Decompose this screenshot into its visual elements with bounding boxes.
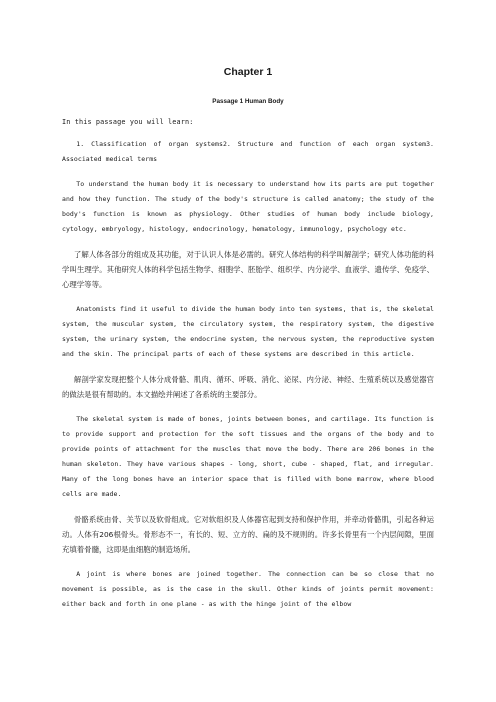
paragraph-anatomy-intro: To understand the human body it is necessary to understand how its parts are put together and how they function. The study of the body's structure is called anatomy; the study of the body's function is known as physiology. Other studies of human body include biology, cytology, embryology, histology, endocrinology, hematology, immunology, psychology etc. xyxy=(62,180,434,233)
paragraph-skeletal-system: The skeletal system is made of bones, joints between bones, and cartilage. Its function is to provide support and protection for the soft tissues and the organs of the body and to provide points of attachment for the muscles that move the body. There are 206 bones in the human skeleton. They have various shapes - long, short, cube - shaped, flat, and irregular. Many of the long bones have an interior space that is filled with bone marrow, where blood cells are made. xyxy=(62,415,434,498)
intro-line: In this passage you will learn: xyxy=(62,118,194,126)
paragraph-joints: A joint is where bones are joined together. The connection can be so close that no movement is possible, as is the case in the skull. Other kinds of joints permit movement: either back and forth in one plane - as with the hinge joint of the elbow xyxy=(62,570,434,608)
chapter-title: Chapter 1 xyxy=(223,66,273,78)
paragraph-ten-systems: Anatomists find it useful to divide the human body into ten systems, that is, the skeletal system, the muscular system, the circulatory system, the respiratory system, the digestive system, the urinary system, the endocrine system, the nervous system, the reproductive system and the skin. The principal parts of each of these systems are described in this article. xyxy=(62,305,434,358)
paragraph-objectives: 1. Classification of organ systems2. Structure and function of each organ system3. Associated medical terms xyxy=(62,140,434,163)
paragraph-skeletal-system-zh: 骨骼系统由骨、关节以及软骨组成。它对软组织及人体器官起到支持和保护作用，并牵动骨骼肌，引起各种运动。人体有206根骨头。骨形态不一，有长的、短、立方的、扁的及不规则的。许多长骨里有一个内层间隙，里面充填着骨髓，这即是血细胞的制造场所。 xyxy=(62,515,434,554)
paragraph-anatomy-intro-zh: 了解人体各部分的组成及其功能，对于认识人体是必需的。研究人体结构的科学叫解剖学；研究人体功能的科学叫生理学。其他研究人体的科学包括生物学、细胞学、胚胎学、组织学、内分泌学、血液学、遗传学、免疫学、心理学等等。 xyxy=(62,250,434,289)
passage-title: Passage 1 Human Body xyxy=(212,98,284,105)
paragraph-ten-systems-zh: 解剖学家发现把整个人体分成骨骼、肌肉、循环、呼吸、消化、泌尿、内分泌、神经、生殖系统以及感觉器官的做法是很有帮助的。本文描绘并阐述了各系统的主要部分。 xyxy=(62,375,434,399)
